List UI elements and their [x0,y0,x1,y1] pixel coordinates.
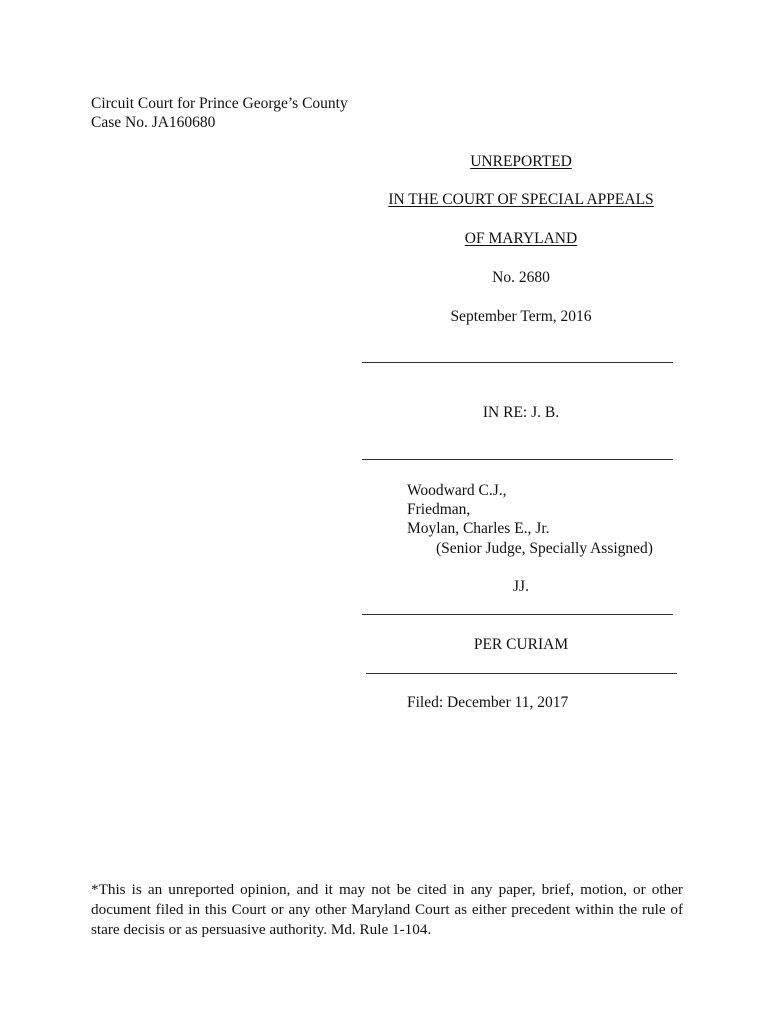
judge-1: Woodward C.J., [407,482,507,499]
case-name: IN RE: J. B. [482,404,560,421]
jj-label: JJ. [513,578,529,595]
opinion-author: PER CURIAM [473,636,569,653]
court-heading: IN THE COURT OF SPECIAL APPEALS [388,191,654,208]
unreported-footnote: *This is an unreported opinion, and it may not be cited in any paper, brief, motion, or other document filed in this Court or any other Maryland Court as either precedent within the rule of stare decisis or as persuasive authority. Md. Rule 1-104. [91,881,683,938]
unreported-heading: UNREPORTED [470,153,572,170]
state-heading: OF MARYLAND [464,230,578,247]
divider-4 [366,673,677,674]
divider-2 [362,459,673,460]
divider-3 [362,614,673,615]
term: September Term, 2016 [450,308,592,325]
filed-date: Filed: December 11, 2017 [407,694,569,711]
case-number: Case No. JA160680 [91,114,216,131]
judge-3: Moylan, Charles E., Jr. [407,520,550,537]
lower-court-name: Circuit Court for Prince George’s County [91,95,348,112]
docket-number: No. 2680 [492,269,550,286]
judge-2: Friedman, [407,501,471,518]
judge-3-note: (Senior Judge, Specially Assigned) [436,540,653,557]
divider-1 [362,362,673,363]
